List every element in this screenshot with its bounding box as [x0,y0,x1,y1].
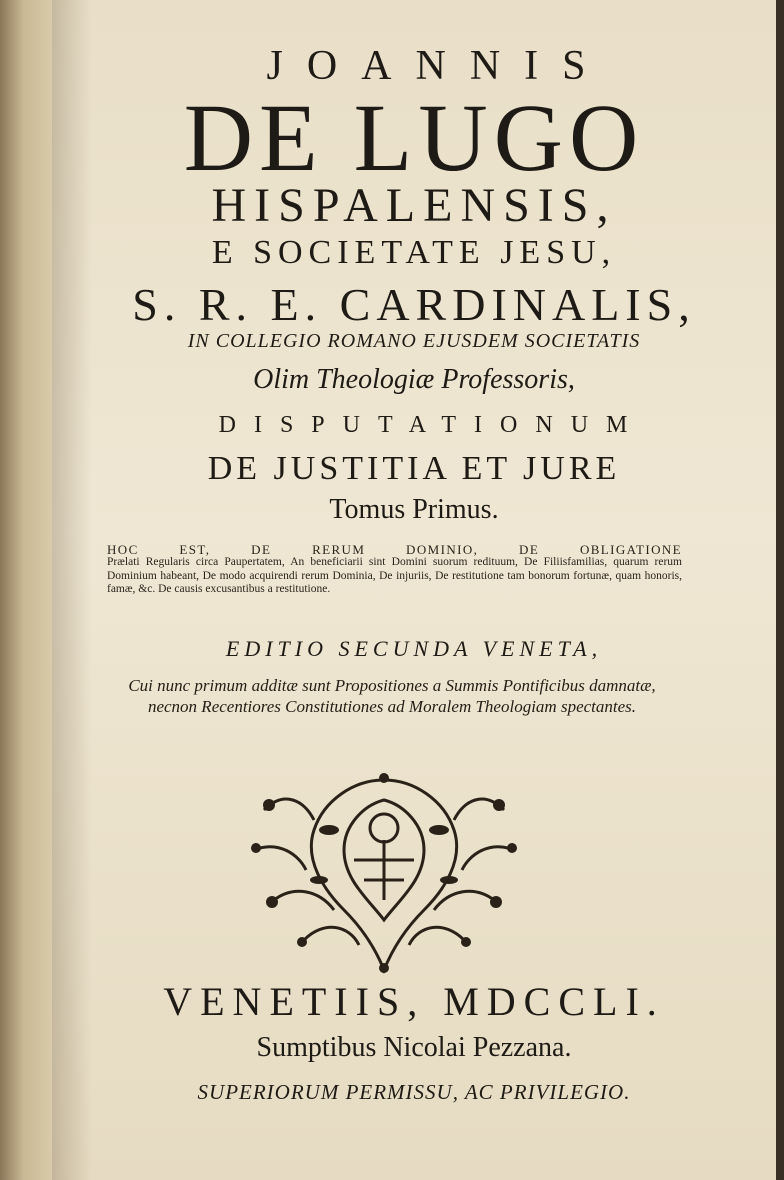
volume-line: Tomus Primus. [329,494,499,525]
imprint-place-date: VENETIIS, MDCCLI. [163,979,665,1024]
contents-body: Prælati Regularis circa Paupertatem, An beneficiarii sint Domini suorum redituum, De Filiisfamilias, quarum rerum Dominium habeant, De modo acquirendi rerum Dominia, De injuriis, De restitutione tam bonorum fortunæ, quam honoris, famæ, &c. De causis excusantibus a restitutione. [107,556,682,596]
contents-lead: HOC EST, DE RERUM DOMINIO, DE OBLIGATIONE [107,542,682,557]
ornamental-fleuron-icon [244,770,524,975]
author-surname: DE LUGO [183,84,645,191]
page-edge [776,0,784,1180]
cardinal-rank: S. R. E. CARDINALIS, [132,279,696,330]
contents-paragraph [107,543,682,597]
college-line: IN COLLEGIO ROMANO EJUSDEM SOCIETATIS [187,330,641,352]
publisher-line: Sumptibus Nicolai Pezzana. [256,1032,572,1063]
book-spine [0,0,58,1180]
office-line: Olim Theologiæ Professoris, [253,364,575,395]
edition-note: Cui nunc primum additæ sunt Propositiones a Summis Pontificibus damnatæ, necnon Recentiores Constitutiones ad Moralem Theologiam spectantes. [128,676,656,716]
edition-line: EDITIO SECUNDA VENETA, [225,636,603,661]
permission-line: SUPERIORUM PERMISSU, AC PRIVILEGIO. [197,1080,631,1104]
work-title: DE JUSTITIA ET JURE [207,450,621,487]
religious-order: E SOCIETATE JESU, [211,234,617,271]
author-forename: JOANNIS [266,43,610,89]
author-origin: HISPALENSIS, [211,179,617,232]
title-page [52,0,776,1180]
work-label: DISPUTATIONUM [218,412,646,438]
gutter-shadow [52,0,92,1180]
